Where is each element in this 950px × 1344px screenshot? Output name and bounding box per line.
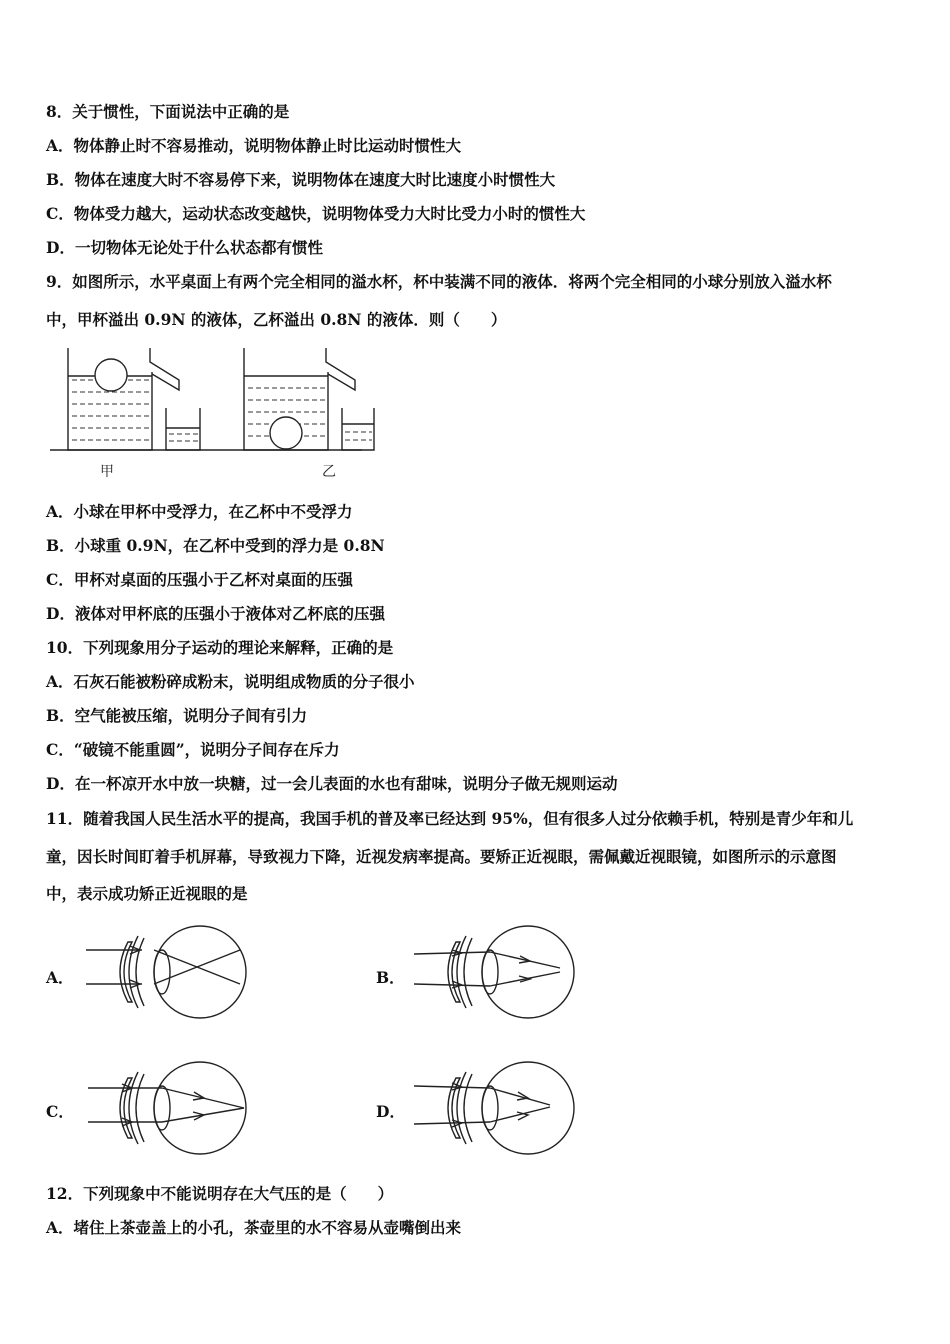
cup-jia — [68, 348, 200, 450]
q9-stem-line2: 中，甲杯溢出 0.9N 的液体，乙杯溢出 0.8N 的液体．则（ ） — [46, 310, 507, 329]
q8-option-b: B．物体在速度大时不容易停下来，说明物体在速度大时比速度小时惯性大 — [46, 170, 556, 189]
q11-option-b-label: B． — [376, 968, 405, 987]
q10-option-c: C．“破镜不能重圆”，说明分子间存在斥力 — [46, 740, 340, 759]
q9-option-a: A．小球在甲杯中受浮力，在乙杯中不受浮力 — [46, 502, 353, 521]
q11-stem-line1: 11．随着我国人民生活水平的提高，我国手机的普及率已经达到 95%，但有很多人过分依赖手机，特别是青少年和儿 — [46, 809, 854, 828]
q11-option-d-label: D． — [376, 1102, 405, 1121]
overflow-cups-figure — [46, 340, 376, 485]
q9-stem-line1: 9．如图所示，水平桌面上有两个完全相同的溢水杯，杯中装满不同的液体．将两个完全相同的小球分别放入溢水杯 — [46, 272, 832, 291]
q10-option-b: B．空气能被压缩，说明分子间有引力 — [46, 706, 308, 725]
eye-diagram-c — [82, 1054, 257, 1164]
q8-stem: 8．关于惯性，下面说法中正确的是 — [46, 102, 290, 121]
q12-stem: 12．下列现象中不能说明存在大气压的是（ ） — [46, 1184, 394, 1203]
q11-stem-line3: 中，表示成功矫正近视眼的是 — [46, 884, 248, 903]
q8-option-c: C．物体受力越大，运动状态改变越快，说明物体受力大时比受力小时的惯性大 — [46, 204, 586, 223]
eye-diagram-b — [410, 918, 585, 1028]
q10-stem: 10．下列现象用分子运动的理论来解释，正确的是 — [46, 638, 394, 657]
q9-option-b: B．小球重 0.9N，在乙杯中受到的浮力是 0.8N — [46, 536, 385, 555]
label-jia: 甲 — [100, 464, 114, 480]
q10-option-d: D．在一杯凉开水中放一块糖，过一会儿表面的水也有甜味，说明分子做无规则运动 — [46, 774, 618, 793]
label-yi: 乙 — [322, 464, 336, 480]
eye-diagram-d — [410, 1054, 585, 1164]
q11-option-a-label: A． — [46, 968, 74, 987]
q10-option-a: A．石灰石能被粉碎成粉末，说明组成物质的分子很小 — [46, 672, 415, 691]
q11-stem-line2: 童，因长时间盯着手机屏幕，导致视力下降，近视发病率提高。要矫正近视眼，需佩戴近视眼镜，如图所示的示意图 — [46, 847, 837, 866]
q8-option-a: A．物体静止时不容易推动，说明物体静止时比运动时惯性大 — [46, 136, 462, 155]
cup-yi — [244, 348, 374, 450]
q9-option-d: D．液体对甲杯底的压强小于液体对乙杯底的压强 — [46, 604, 385, 623]
q8-option-d: D．一切物体无论处于什么状态都有惯性 — [46, 238, 323, 257]
eye-diagram-a — [82, 918, 257, 1028]
q9-option-c: C．甲杯对桌面的压强小于乙杯对桌面的压强 — [46, 570, 353, 589]
q11-option-c-label: C． — [46, 1102, 74, 1121]
q12-option-a: A．堵住上茶壶盖上的小孔，茶壶里的水不容易从壶嘴倒出来 — [46, 1218, 462, 1237]
